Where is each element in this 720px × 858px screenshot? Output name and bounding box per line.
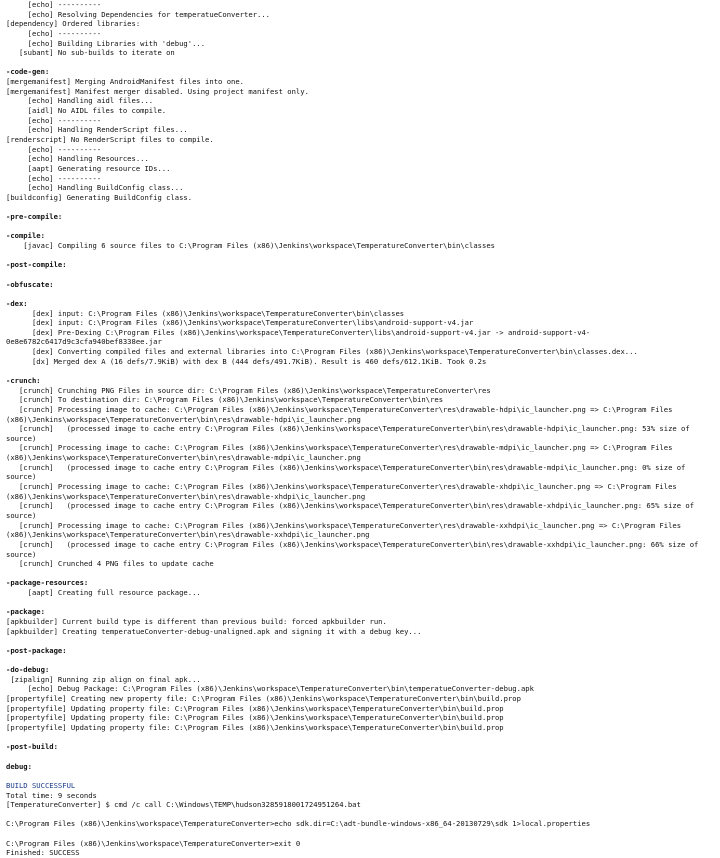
console-line: source) bbox=[6, 510, 37, 520]
build-target-heading: -post-package: bbox=[6, 645, 67, 655]
console-line: [mergemanifest] Merging AndroidManifest files into one. bbox=[6, 77, 244, 87]
console-line: [TemperatureConverter] $ cmd /c call C:\Windows\TEMP\hudson3285918001724951264.bat bbox=[6, 800, 361, 810]
console-line: source) bbox=[6, 549, 37, 559]
console-line: (x86)\Jenkins\workspace\TemperatureConverter\bin\res\drawable-xhdpi\ic_launcher.png bbox=[6, 491, 366, 501]
console-line: [echo] Building Libraries with 'debug'... bbox=[6, 38, 206, 48]
console-line bbox=[6, 202, 716, 212]
console-line: [crunch] (processed image to cache entry C:\Program Files (x86)\Jenkins\workspace\TemperatureConverter\bin\res\drawable-hdpi\ic_launcher.png: 53% size of bbox=[6, 424, 690, 434]
console-line bbox=[6, 251, 716, 261]
console-line: [crunch] Crunching PNG Files in source dir: C:\Program Files (x86)\Jenkins\workspace\TemperatureConverter\res bbox=[6, 385, 491, 395]
build-target-heading: -crunch: bbox=[6, 375, 41, 385]
build-target-heading: -compile: bbox=[6, 231, 45, 241]
console-line: [dx] Merged dex A (16 defs/7.9KiB) with dex B (444 defs/491.7KiB). Result is 460 defs/612.1KiB. Took 0.2s bbox=[6, 356, 487, 366]
console-line: [crunch] Crunched 4 PNG files to update cache bbox=[6, 559, 214, 569]
console-line: [echo] ---------- bbox=[6, 115, 102, 125]
build-target-heading: -code-gen: bbox=[6, 67, 50, 77]
console-line: (x86)\Jenkins\workspace\TemperatureConverter\bin\res\drawable-xxhdpi\ic_launcher.png bbox=[6, 530, 370, 540]
console-line: [javac] Compiling 6 source files to C:\Program Files (x86)\Jenkins\workspace\TemperatureConverter\bin\classes bbox=[6, 241, 495, 251]
console-line: [echo] ---------- bbox=[6, 0, 102, 9]
console-line: [aapt] Creating full resource package... bbox=[6, 588, 201, 598]
console-line bbox=[6, 289, 716, 299]
build-target-heading: -package: bbox=[6, 607, 45, 617]
console-line bbox=[6, 569, 716, 579]
build-target-heading: -do-debug: bbox=[6, 665, 50, 675]
console-line: [crunch] Processing image to cache: C:\Program Files (x86)\Jenkins\workspace\TemperatureConverter\res\drawable-xhdpi\ic_launcher.png => C:\Program Files bbox=[6, 482, 677, 492]
console-line: [echo] ---------- bbox=[6, 28, 102, 38]
console-line: [apkbuilder] Creating temperatueConverter-debug-unaligned.apk and signing it with a debug key... bbox=[6, 626, 422, 636]
console-line: Finished: SUCCESS bbox=[6, 848, 80, 858]
console-line: source) bbox=[6, 433, 37, 443]
console-line bbox=[6, 58, 716, 68]
console-line: [propertyfile] Creating new property file: C:\Program Files (x86)\Jenkins\workspace\TemperatureConverter\bin\build.prop bbox=[6, 694, 521, 704]
console-line: [echo] Handling BuildConfig class... bbox=[6, 183, 184, 193]
console-line bbox=[6, 771, 716, 781]
build-target-heading: -dex: bbox=[6, 298, 28, 308]
console-line: [mergemanifest] Manifest merger disabled. Using project manifest only. bbox=[6, 86, 309, 96]
console-line bbox=[6, 733, 716, 743]
console-line bbox=[6, 598, 716, 608]
console-line: [renderscript] No RenderScript files to compile. bbox=[6, 134, 214, 144]
console-line: [aidl] No AIDL files to compile. bbox=[6, 106, 167, 116]
build-target-heading: debug: bbox=[6, 761, 32, 771]
console-line: [echo] Handling Resources... bbox=[6, 154, 149, 164]
console-line: source) bbox=[6, 472, 37, 482]
console-line: [crunch] (processed image to cache entry C:\Program Files (x86)\Jenkins\workspace\TemperatureConverter\bin\res\drawable-xhdpi\ic_launcher.png: 65% size of bbox=[6, 501, 695, 511]
console-line bbox=[6, 366, 716, 376]
console-line: [propertyfile] Updating property file: C:\Program Files (x86)\Jenkins\workspace\TemperatureConverter\bin\build.prop bbox=[6, 703, 504, 713]
build-target-heading: -package-resources: bbox=[6, 578, 89, 588]
console-line bbox=[6, 829, 716, 839]
console-line: [dex] Converting compiled files and external libraries into C:\Program Files (x86)\Jenkins\workspace\TemperatureConverter\bin\classes.dex... bbox=[6, 347, 638, 357]
console-line: [echo] ---------- bbox=[6, 144, 102, 154]
console-line: [echo] ---------- bbox=[6, 173, 102, 183]
console-line: [crunch] Processing image to cache: C:\Program Files (x86)\Jenkins\workspace\TemperatureConverter\res\drawable-hdpi\ic_launcher.png => C:\Program Files bbox=[6, 404, 673, 414]
console-line bbox=[6, 810, 716, 820]
console-line: [dex] input: C:\Program Files (x86)\Jenkins\workspace\TemperatureConverter\libs\android-support-v4.jar bbox=[6, 318, 474, 328]
console-line: [crunch] (processed image to cache entry C:\Program Files (x86)\Jenkins\workspace\TemperatureConverter\bin\res\drawable-xxhdpi\ic_launcher.png: 66% size of bbox=[6, 539, 699, 549]
console-line: [subant] No sub-builds to iterate on bbox=[6, 48, 175, 58]
console-line: (x86)\Jenkins\workspace\TemperatureConverter\bin\res\drawable-mdpi\ic_launcher.png bbox=[6, 453, 361, 463]
console-line: [crunch] To destination dir: C:\Program Files (x86)\Jenkins\workspace\TemperatureConverter\bin\res bbox=[6, 395, 444, 405]
console-line: [dex] Pre-Dexing C:\Program Files (x86)\Jenkins\workspace\TemperatureConverter\libs\android-support-v4.jar -> android-support-v4- bbox=[6, 327, 591, 337]
console-line bbox=[6, 636, 716, 646]
console-line: 0e8e6782c6417d9c3cfa940bef8338ee.jar bbox=[6, 337, 162, 347]
console-line: C:\Program Files (x86)\Jenkins\workspace\TemperatureConverter>exit 0 bbox=[6, 838, 301, 848]
console-line: [echo] Handling aidl files... bbox=[6, 96, 154, 106]
console-line bbox=[6, 656, 716, 666]
build-status: BUILD SUCCESSFUL bbox=[6, 780, 76, 790]
console-line: [crunch] (processed image to cache entry C:\Program Files (x86)\Jenkins\workspace\TemperatureConverter\bin\res\drawable-mdpi\ic_launcher.png: 0% size of bbox=[6, 462, 686, 472]
console-line: [dex] input: C:\Program Files (x86)\Jenkins\workspace\TemperatureConverter\bin\classes bbox=[6, 308, 405, 318]
console-line: [zipalign] Running zip align on final apk... bbox=[6, 674, 201, 684]
console-line: [propertyfile] Updating property file: C:\Program Files (x86)\Jenkins\workspace\TemperatureConverter\bin\build.prop bbox=[6, 723, 504, 733]
console-line: [crunch] Processing image to cache: C:\Program Files (x86)\Jenkins\workspace\TemperatureConverter\res\drawable-mdpi\ic_launcher.png => C:\Program Files bbox=[6, 443, 673, 453]
console-line bbox=[6, 222, 716, 232]
console-line bbox=[6, 752, 716, 762]
build-target-heading: -post-build: bbox=[6, 742, 58, 752]
console-line: C:\Program Files (x86)\Jenkins\workspace\TemperatureConverter>echo sdk.dir=C:\adt-bundle-windows-x86_64-20130729\sdk 1>local.properties bbox=[6, 819, 591, 829]
console-line: [echo] Debug Package: C:\Program Files (x86)\Jenkins\workspace\TemperatureConverter\bin\temperatueConverter-debug.apk bbox=[6, 684, 534, 694]
console-line: [dependency] Ordered libraries: bbox=[6, 19, 141, 29]
console-line: [buildconfig] Generating BuildConfig class. bbox=[6, 192, 193, 202]
console-output bbox=[6, 0, 716, 858]
console-line: Total time: 9 seconds bbox=[6, 790, 97, 800]
console-line: [apkbuilder] Current build type is different than previous build: forced apkbuilder run. bbox=[6, 617, 387, 626]
console-line: (x86)\Jenkins\workspace\TemperatureConverter\bin\res\drawable-hdpi\ic_launcher.png bbox=[6, 414, 361, 424]
build-target-heading: -pre-compile: bbox=[6, 212, 63, 222]
console-line: [crunch] Processing image to cache: C:\Program Files (x86)\Jenkins\workspace\TemperatureConverter\res\drawable-xxhdpi\ic_launcher.png => C:\Program Files bbox=[6, 520, 682, 530]
console-line: [echo] Handling RenderScript files... bbox=[6, 125, 188, 135]
console-line bbox=[6, 270, 716, 280]
console-line: [aapt] Generating resource IDs... bbox=[6, 163, 171, 173]
build-target-heading: -post-compile: bbox=[6, 260, 67, 270]
build-target-heading: -obfuscate: bbox=[6, 279, 54, 289]
console-line: [echo] Resolving Dependencies for temperatueConverter... bbox=[6, 9, 270, 19]
console-line: [propertyfile] Updating property file: C:\Program Files (x86)\Jenkins\workspace\TemperatureConverter\bin\build.prop bbox=[6, 713, 504, 723]
